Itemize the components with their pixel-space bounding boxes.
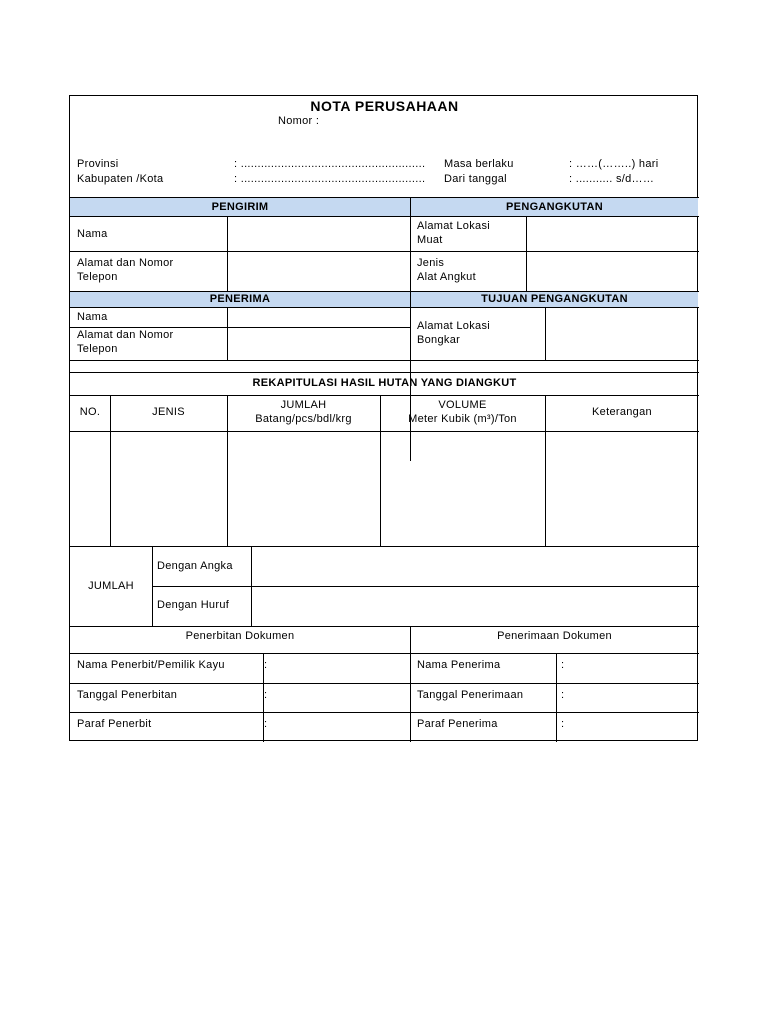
rekap-data-area[interactable] [70,432,699,546]
company-note-form [69,95,698,741]
alat-angkut-field[interactable] [526,252,698,291]
lokasi-bongkar-label-2: Bongkar [417,334,461,346]
col-jumlah-header-1: JUMLAH [280,399,327,411]
col-volume-header-2: Meter Kubik (m³)/Ton [408,413,517,425]
tujuan-heading: TUJUAN PENGANGKUTAN [481,293,628,305]
masa-berlaku-label: Masa berlaku [444,158,514,170]
paraf-penerbit-label: Paraf Penerbit [77,718,152,730]
nama-penerima-colon: : [561,659,565,671]
tanggal-penerbitan-label: Tanggal Penerbitan [77,689,178,701]
penerima-nama-field[interactable] [227,308,410,327]
col-keterangan-header: Keterangan [592,406,652,418]
dengan-angka-label: Dengan Angka [157,560,233,572]
kabupaten-label: Kabupaten /Kota [77,173,164,185]
tanggal-penerimaan-label: Tanggal Penerimaan [417,689,524,701]
nama-penerbit-field[interactable] [264,654,410,683]
kabupaten-value: : ....................................................... [234,173,426,185]
jenis-angkut-label-2: Alat Angkut [417,271,476,283]
dari-tanggal-value: : ........... s/d…… [569,173,655,185]
penerimaan-heading: Penerimaan Dokumen [497,630,612,642]
nama-penerima-label: Nama Penerima [417,659,501,671]
provinsi-label: Provinsi [77,158,119,170]
dari-tanggal-label: Dari tanggal [444,173,507,185]
penerima-nama-label: Nama [77,311,108,323]
col-volume-header-1: VOLUME [438,399,487,411]
dengan-angka-field[interactable] [252,547,698,586]
provinsi-value: : ....................................................... [234,158,426,170]
paraf-penerima-label: Paraf Penerima [417,718,498,730]
nama-penerima-field[interactable] [557,654,698,683]
lokasi-bongkar-field[interactable] [546,308,698,360]
lokasi-bongkar-label-1: Alamat Lokasi [417,320,490,332]
paraf-penerbit-colon: : [264,718,268,730]
pengangkutan-heading: PENGANGKUTAN [506,201,603,213]
tanggal-penerbitan-field[interactable] [264,684,410,712]
paraf-penerima-colon: : [561,718,565,730]
lokasi-muat-field[interactable] [526,217,698,251]
col-no-header: NO. [79,406,101,418]
form-title: NOTA PERUSAHAAN [310,98,459,114]
dengan-huruf-field[interactable] [252,587,698,626]
lokasi-muat-label-1: Alamat Lokasi [417,220,490,232]
penerima-alamat-field[interactable] [227,328,410,360]
jumlah-label: JUMLAH [88,580,134,592]
penerima-telepon-label: Telepon [77,343,118,355]
masa-berlaku-value: : ……(……..) hari [569,158,659,170]
rekap-title: REKAPITULASI HASIL HUTAN YANG DIANGKUT [252,377,517,389]
paraf-penerbit-field[interactable] [264,713,410,741]
jenis-angkut-label-1: Jenis [417,257,445,269]
lokasi-muat-label-2: Muat [417,234,443,246]
nomor-label: Nomor : [278,115,320,127]
paraf-penerima-field[interactable] [557,713,698,741]
col-jumlah-header-2: Batang/pcs/bdl/krg [255,413,352,425]
pengirim-telepon-label: Telepon [77,271,118,283]
dengan-huruf-label: Dengan Huruf [157,599,230,611]
penerbitan-heading: Penerbitan Dokumen [185,630,295,642]
tanggal-penerbitan-colon: : [264,689,268,701]
col-jenis-header: JENIS [152,406,185,418]
pengirim-nama-field[interactable] [227,217,410,251]
pengirim-alamat-label: Alamat dan Nomor [77,257,174,269]
pengirim-heading: PENGIRIM [211,201,269,213]
pengirim-alamat-field[interactable] [227,252,410,291]
penerima-alamat-label: Alamat dan Nomor [77,329,174,341]
pengirim-nama-label: Nama [77,228,108,240]
tanggal-penerimaan-colon: : [561,689,565,701]
penerima-heading: PENERIMA [209,293,271,305]
nama-penerbit-label: Nama Penerbit/Pemilik Kayu [77,659,225,671]
nama-penerbit-colon: : [264,659,268,671]
tanggal-penerimaan-field[interactable] [557,684,698,712]
